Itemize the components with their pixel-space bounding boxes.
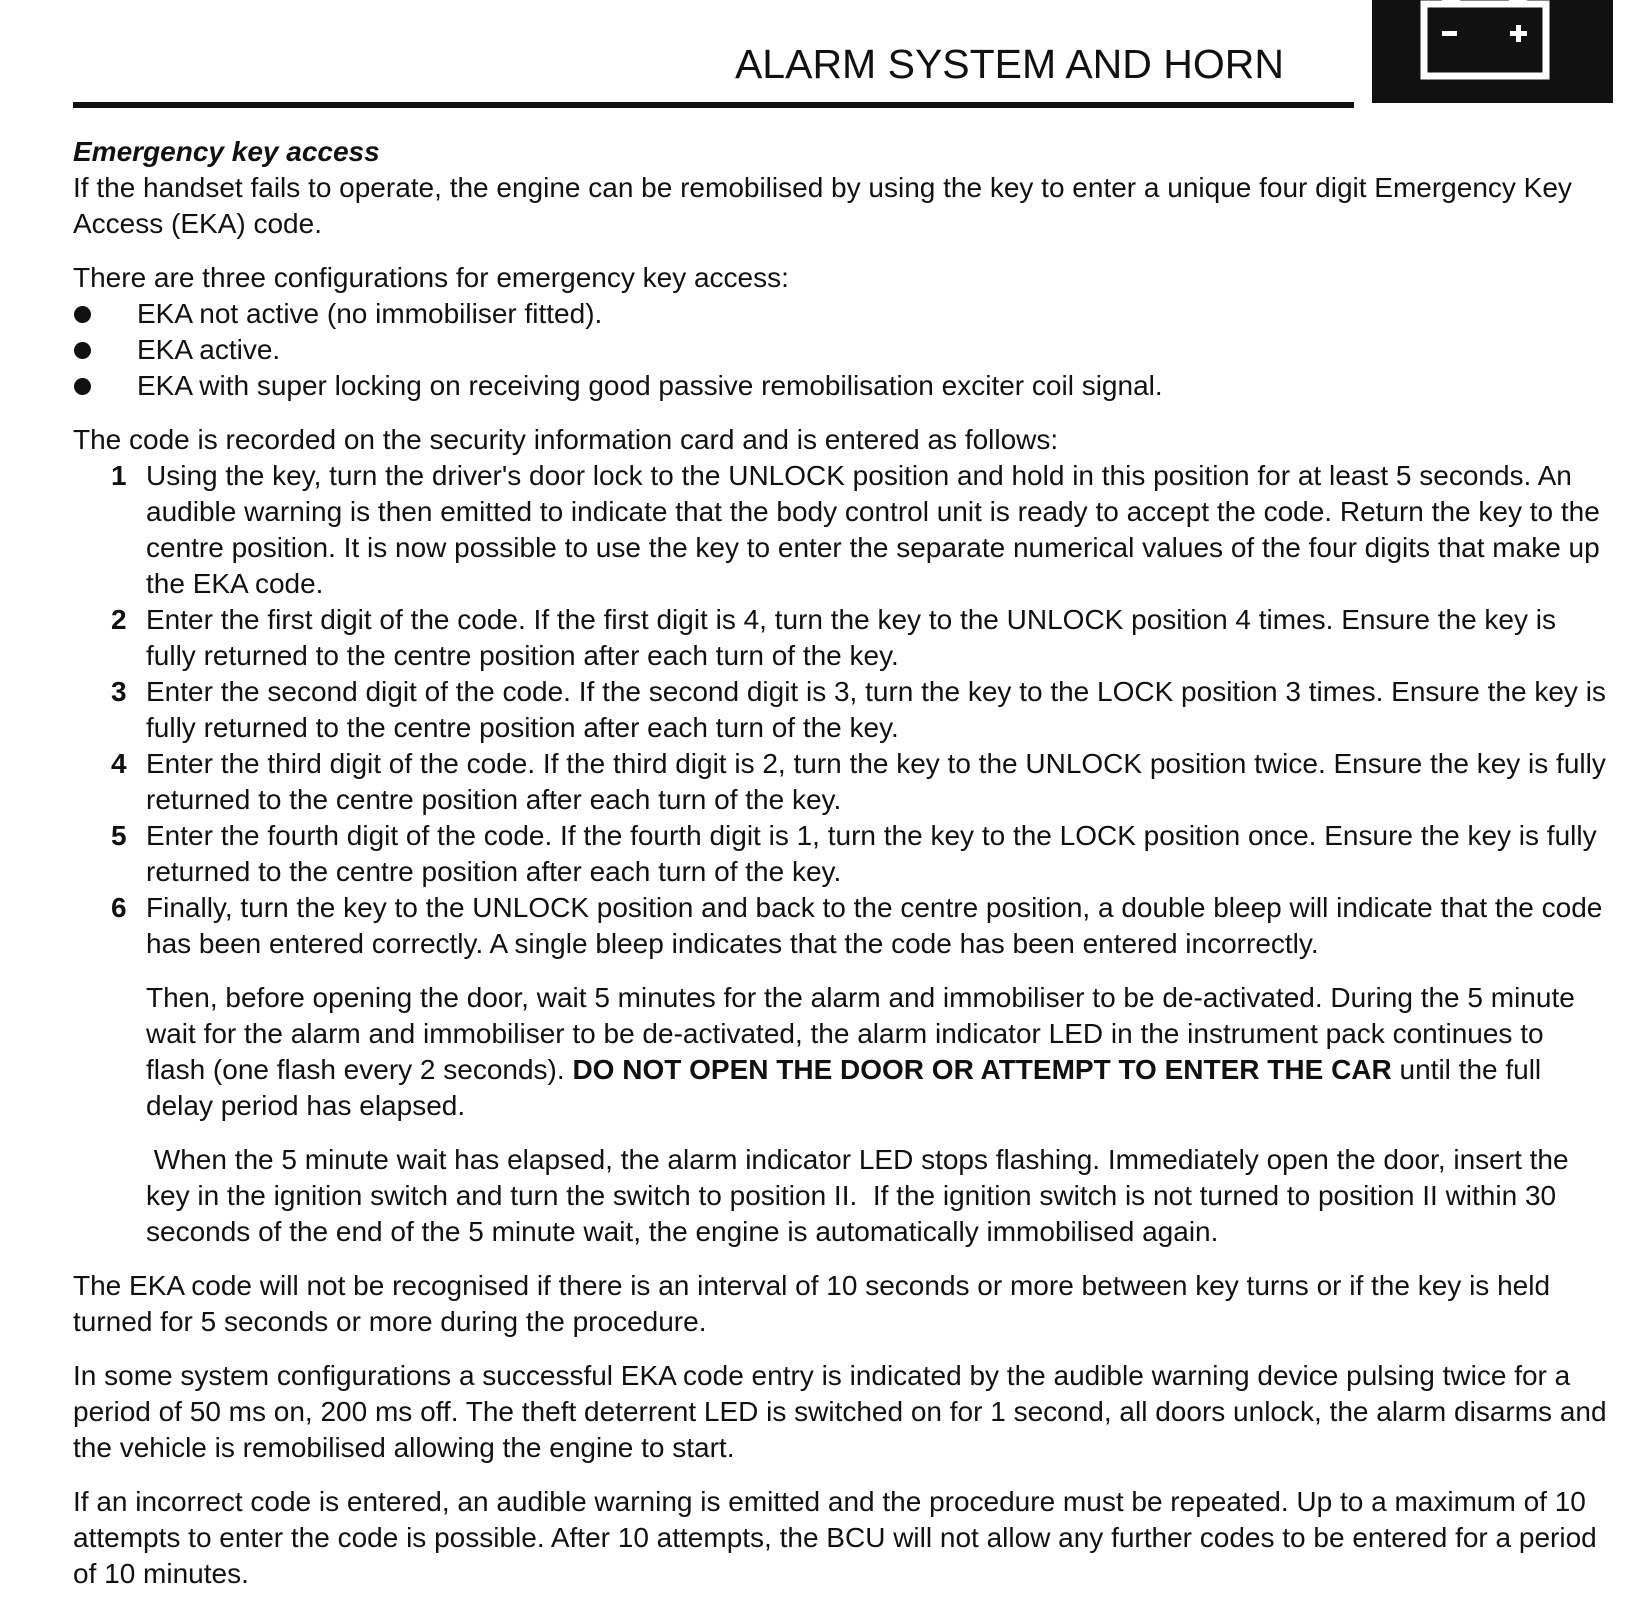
list-item: EKA not active (no immobiliser fitted). bbox=[73, 296, 1609, 332]
step-number: 1 bbox=[111, 460, 127, 491]
step-text: Enter the second digit of the code. If the second digit is 3, turn the key to the LOCK position 3 times. Ensure the key is fully returned to the centre position after each turn of the key. bbox=[146, 676, 1606, 743]
steps-intro: The code is recorded on the security information card and is entered as follows: bbox=[73, 424, 1059, 455]
list-item: EKA active. bbox=[73, 332, 1609, 368]
section-badge bbox=[1372, 0, 1613, 103]
success-paragraph: In some system configurations a successful EKA code entry is indicated by the audible warning device pulsing twice for a period of 50 ms on, 200 ms off. The theft deterrent LED is switched on for 1 second, all doors unlock, the alarm disarms and the vehicle is remobilised allowing the engine to start. bbox=[73, 1360, 1607, 1463]
list-item: EKA with super locking on receiving good passive remobilisation exciter coil signal. bbox=[73, 368, 1609, 404]
bullet-icon bbox=[74, 342, 91, 359]
steps-list bbox=[73, 458, 1609, 962]
header-divider bbox=[73, 102, 1354, 108]
section-heading: Emergency key access bbox=[73, 136, 380, 167]
step-number: 3 bbox=[111, 676, 127, 707]
page-title: ALARM SYSTEM AND HORN bbox=[734, 41, 1284, 87]
list-item bbox=[73, 746, 1609, 818]
step-text: Using the key, turn the driver's door lock to the UNLOCK position and hold in this position for at least 5 seconds. An audible warning is then emitted to indicate that the body control unit is ready to accept the code. Return the key to the centre position. It is now possible to use the key to enter the separate numerical values of the four digits that make up the EKA code. bbox=[146, 460, 1600, 599]
page-header bbox=[0, 0, 1646, 110]
bullet-icon bbox=[74, 378, 91, 395]
configs-intro: There are three configurations for emergency key access: bbox=[73, 262, 789, 293]
step-number: 5 bbox=[111, 820, 127, 851]
step-number: 2 bbox=[111, 604, 127, 635]
interval-paragraph: The EKA code will not be recognised if there is an interval of 10 seconds or more between key turns or if the key is held turned for 5 seconds or more during the procedure. bbox=[73, 1270, 1551, 1337]
intro-paragraph: If the handset fails to operate, the engine can be remobilised by using the key to enter a unique four digit Emergency Key Access (EKA) code. bbox=[73, 172, 1572, 239]
step-text: Enter the fourth digit of the code. If the fourth digit is 1, turn the key to the LOCK position once. Ensure the key is fully returned to the centre position after each turn of the key. bbox=[146, 820, 1597, 887]
step-text: Enter the first digit of the code. If the first digit is 4, turn the key to the UNLOCK position 4 times. Ensure the key is fully returned to the centre position after each turn of the key. bbox=[146, 604, 1556, 671]
wait-paragraph: Then, before opening the door, wait 5 minutes for the alarm and immobiliser to be de-activated. During the 5 minute wait for the alarm and immobiliser to be de-activated, the alarm indicator LED in the instrument pack continues to flash (one flash every 2 seconds). DO NOT OPEN THE DOOR OR ATTEMPT TO ENTER THE CAR until the full delay period has elapsed. bbox=[146, 982, 1575, 1121]
step-number: 6 bbox=[111, 892, 127, 923]
incorrect-paragraph: If an incorrect code is entered, an audible warning is emitted and the procedure must be repeated. Up to a maximum of 10 attempts to enter the code is possible. After 10 attempts, the BCU will not allow any further codes to be entered for a period of 10 minutes. bbox=[73, 1486, 1597, 1589]
elapsed-paragraph: When the 5 minute wait has elapsed, the alarm indicator LED stops flashing. Immediately open the door, insert the key in the ignition switch and turn the switch to position II. If the ignition switch is not turned to position II within 30 seconds of the end of the 5 minute wait, the engine is automatically immobilised again. bbox=[146, 1144, 1577, 1247]
step-text: Finally, turn the key to the UNLOCK position and back to the centre position, a double bleep will indicate that the code has been entered correctly. A single bleep indicates that the code has been entered incorrectly. bbox=[146, 892, 1603, 959]
list-item bbox=[73, 890, 1609, 962]
list-item bbox=[73, 602, 1609, 674]
configs-list bbox=[73, 296, 1609, 404]
step-number: 4 bbox=[111, 748, 127, 779]
step-text: Enter the third digit of the code. If the third digit is 2, turn the key to the UNLOCK position twice. Ensure the key is fully returned to the centre position after each turn of the key. bbox=[146, 748, 1606, 815]
list-item bbox=[73, 818, 1609, 890]
bullet-icon bbox=[74, 306, 91, 323]
warning-text: DO NOT OPEN THE DOOR OR ATTEMPT TO ENTER THE CAR bbox=[572, 1054, 1392, 1085]
list-item bbox=[73, 458, 1609, 602]
document-body bbox=[73, 134, 1609, 1592]
battery-icon bbox=[1372, 0, 1613, 103]
list-item bbox=[73, 674, 1609, 746]
